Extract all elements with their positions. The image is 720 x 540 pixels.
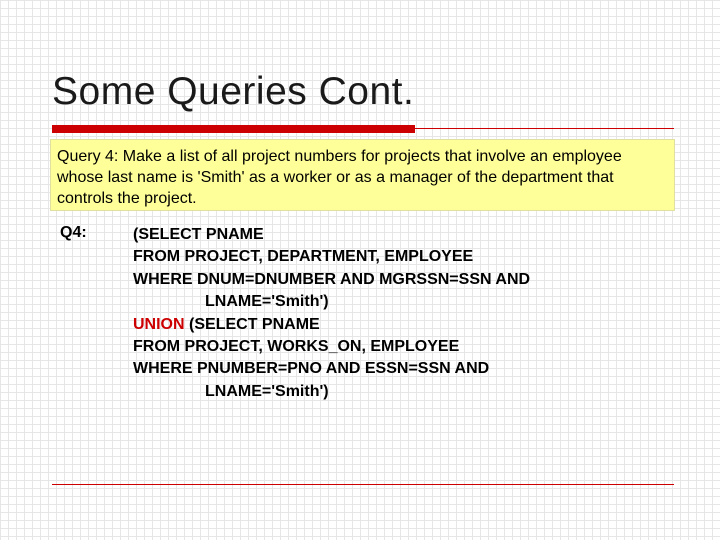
sql-line: WHERE DNUM=DNUMBER AND MGRSSN=SSN AND [133,270,531,288]
title-underline [52,125,674,133]
slide-title: Some Queries Cont. [52,70,415,113]
query-label: Q4: [60,224,87,241]
union-keyword: UNION [133,315,185,333]
sql-code-block [133,224,530,403]
sql-line: WHERE PNUMBER=PNO AND ESSN=SSN AND [133,360,490,378]
sql-line: FROM PROJECT, DEPARTMENT, EMPLOYEE [133,248,474,266]
sql-line: LNAME='Smith') [205,293,329,311]
query-description-box [50,139,675,211]
bottom-divider [52,484,674,485]
sql-line: (SELECT PNAME [133,226,264,243]
sql-line-text: (SELECT PNAME [189,315,320,333]
title-underline-thick [52,125,415,133]
query-description-text: Query 4: Make a list of all project numbers for projects that involve an employee whose last name is 'Smith' as a worker or as a manager of the department that controls the project. [57,148,622,207]
sql-line: FROM PROJECT, WORKS_ON, EMPLOYEE [133,338,460,356]
sql-line: LNAME='Smith') [205,382,329,400]
sql-line-union [133,314,530,336]
title-underline-thin [415,128,674,129]
